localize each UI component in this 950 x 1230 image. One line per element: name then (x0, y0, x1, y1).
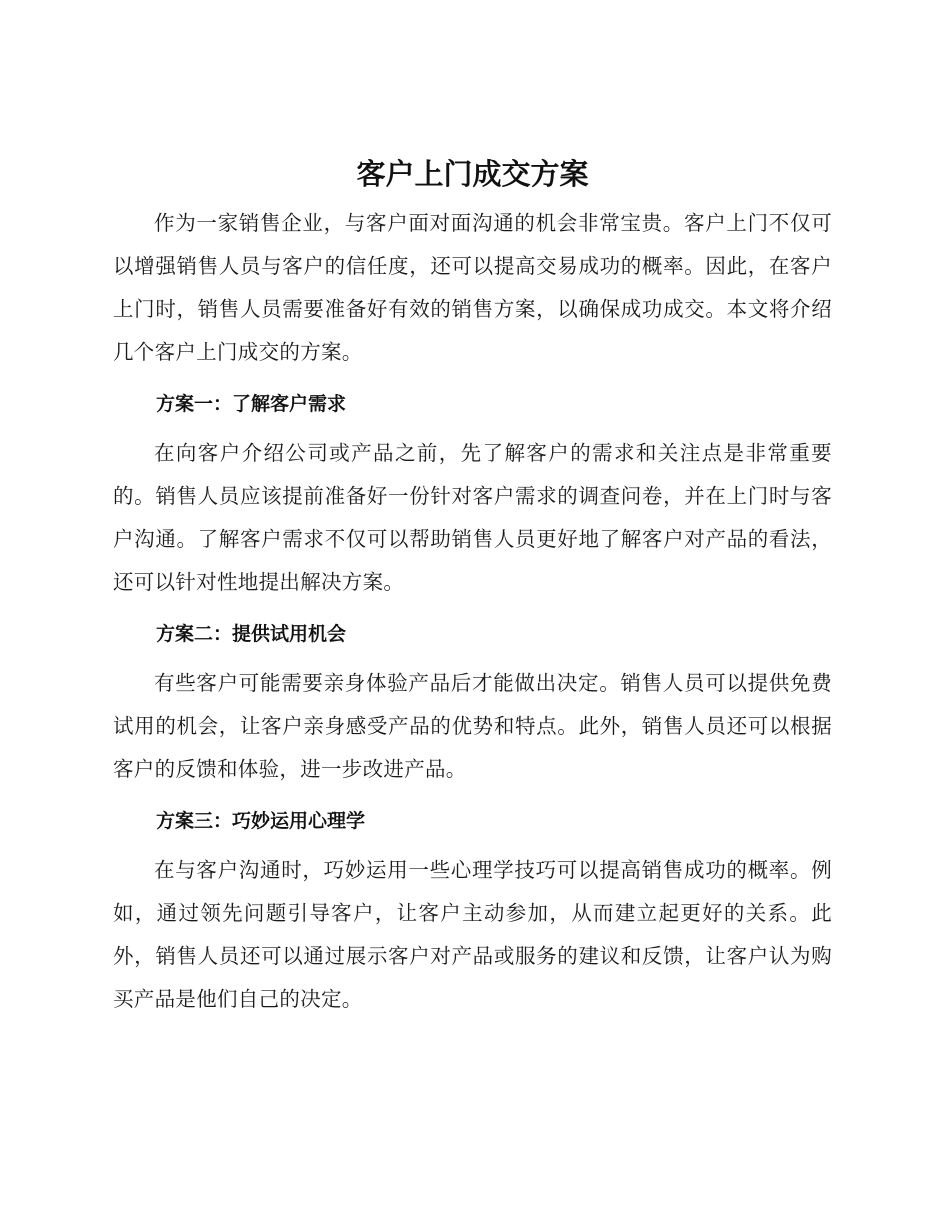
document-content (113, 148, 832, 1021)
section-body-1: 在向客户介绍公司或产品之前，先了解客户的需求和关注点是非常重要的。销售人员应该提前准备好一份针对客户需求的调查问卷，并在上门时与客户沟通。了解客户需求不仅可以帮助销售人员更好地了解客户对产品的看法，还可以针对性地提出解决方案。 (113, 441, 832, 594)
document-title: 客户上门成交方案 (356, 157, 589, 191)
spacer (113, 834, 832, 849)
section-body-2: 有些客户可能需要亲身体验产品后才能做出决定。销售人员可以提供免费试用的机会，让客户亲身感受产品的优势和特点。此外，销售人员还可以根据客户的反馈和体验，进一步改进产品。 (113, 671, 832, 781)
section-body-3: 在与客户沟通时，巧妙运用一些心理学技巧可以提高销售成功的概率。例如，通过领先问题引导客户，让客户主动参加，从而建立起更好的关系。此外，销售人员还可以通过展示客户对产品或服务的建议和反馈，让客户认为购买产品是他们自己的决定。 (113, 858, 832, 1011)
spacer (113, 374, 832, 391)
spacer (113, 647, 832, 662)
section-heading-2: 方案二：提供试用机会 (156, 623, 347, 645)
spacer (113, 791, 832, 808)
spacer (113, 417, 832, 432)
section-heading-1: 方案一：了解客户需求 (156, 393, 347, 415)
section-heading-3: 方案三：巧妙运用心理学 (156, 810, 366, 832)
spacer (113, 604, 832, 621)
intro-paragraph: 作为一家销售企业，与客户面对面沟通的机会非常宝贵。客户上门不仅可以增强销售人员与客户的信任度，还可以提高交易成功的概率。因此，在客户上门时，销售人员需要准备好有效的销售方案，以确保成功成交。本文将介绍几个客户上门成交的方案。 (113, 211, 832, 364)
